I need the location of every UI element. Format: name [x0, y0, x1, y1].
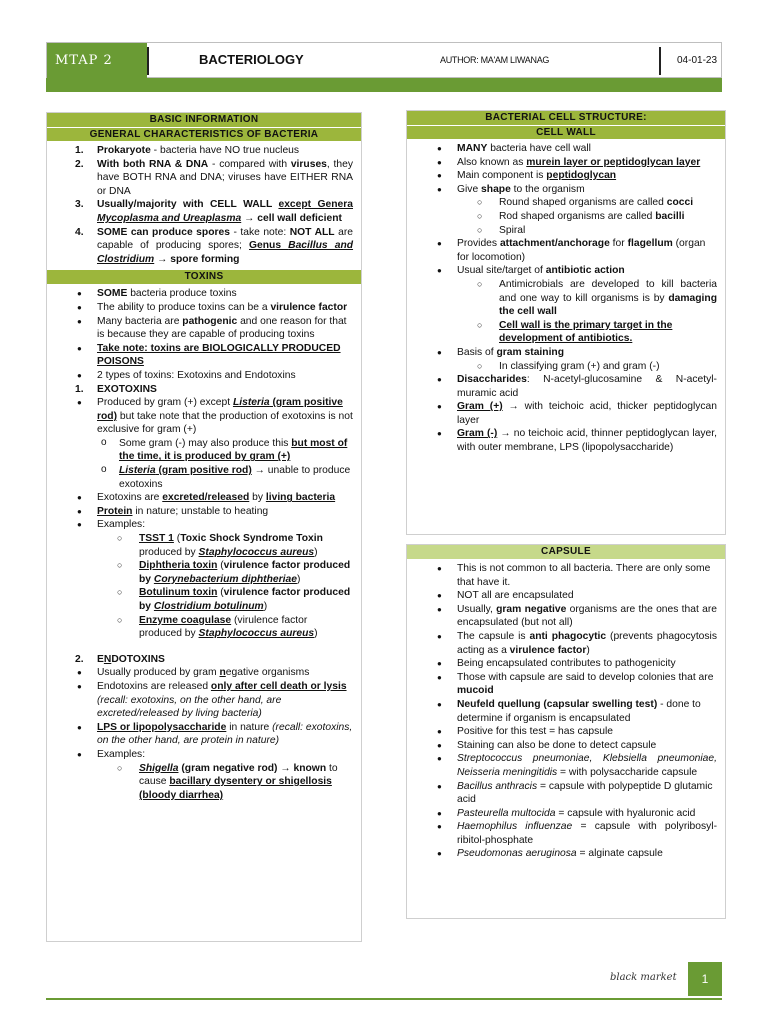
characteristics-list	[55, 144, 353, 266]
page-number: 1	[688, 962, 722, 996]
section-heading: TOXINS	[47, 270, 361, 284]
list-item: ● LPS or lipopolysaccharide in nature (recall: exotoxins, on the other hand, are protein in nature)	[55, 721, 353, 748]
list-item: 2. With both RNA & DNA - compared with viruses, they have BOTH RNA and DNA; viruses have EITHER RNA or DNA	[75, 158, 353, 197]
list-item: ● Streptococcus pneumoniae, Klebsiella pneumoniae, Neisseria meningitidis = with polysaccharide capsule	[415, 752, 717, 779]
section-heading: GENERAL CHARACTERISTICS OF BACTERIA	[47, 127, 361, 141]
section-heading: BASIC INFORMATION	[47, 113, 361, 127]
item-number: 2.	[75, 653, 84, 665]
header-band	[46, 78, 722, 92]
list-item: o Listeria (gram positive rod) → unable to produce exotoxins	[55, 464, 353, 491]
footer-line	[46, 998, 722, 1000]
right-column-top	[406, 110, 726, 535]
list-item: ● The ability to produce toxins can be a virulence factor	[55, 301, 353, 315]
toxins-list	[55, 287, 353, 802]
list-item: ○ Round shaped organisms are called cocci	[415, 196, 717, 210]
section-heading: BACTERIAL CELL STRUCTURE:	[407, 111, 725, 125]
list-item: ● Examples:	[55, 518, 353, 532]
left-column	[46, 112, 362, 942]
list-item: ● Basis of gram staining	[415, 346, 717, 360]
list-item: ● Give shape to the organism	[415, 183, 717, 197]
list-item: ● Many bacteria are pathogenic and one reason for that is because they are capable of producing toxins	[55, 315, 353, 342]
list-item: ○ Cell wall is the primary target in the development of antibiotics.	[415, 319, 717, 346]
list-item: ● Bacillus anthracis = capsule with polypeptide D glutamic acid	[415, 780, 717, 807]
footer-brand: black market	[610, 972, 677, 983]
header-bar	[46, 42, 722, 78]
list-item: ○ Enzyme coagulase (virulence factor produced by Staphylococcus aureus)	[55, 614, 353, 641]
list-item: ● Disaccharides: N-acetyl-glucosamine & N-acetyl-muramic acid	[415, 373, 717, 400]
list-item: ● Pseudomonas aeruginosa = alginate capsule	[415, 847, 717, 861]
list-item: ● Gram (+) → with teichoic acid, thicker peptidoglycan layer	[415, 400, 717, 427]
list-item: ○ Botulinum toxin (virulence factor produced by Clostridium botulinum)	[55, 586, 353, 613]
course-tab: MTAP 2	[47, 43, 147, 79]
list-item: ● Endotoxins are released only after cell death or lysis (recall: exotoxins, on the other hand, are excreted/released by living bacteria)	[55, 680, 353, 721]
list-item	[55, 641, 353, 653]
list-item: ● 2 types of toxins: Exotoxins and Endotoxins	[55, 369, 353, 383]
header-divider	[147, 47, 149, 75]
list-item: ● Haemophilus influenzae = capsule with polyribosyl-ribitol-phosphate	[415, 820, 717, 847]
item-number: 4.	[75, 226, 84, 238]
list-item: 3. Usually/majority with CELL WALL except Genera Mycoplasma and Ureaplasma → cell wall deficient	[75, 199, 353, 224]
list-item: ○ Antimicrobials are developed to kill bacteria and one way to kill organisms is by damaging the cell wall	[415, 278, 717, 319]
list-item: ● Usually produced by gram negative organisms	[55, 666, 353, 680]
list-item: ○ Spiral	[415, 224, 717, 238]
list-item: ● Neufeld quellung (capsular swelling test) - done to determine if organism is encapsulated	[415, 698, 717, 725]
right-column-bottom	[406, 544, 726, 919]
list-item: ○ Shigella (gram negative rod) → known to cause bacillary dysentery or shigellosis (bloody diarrhea)	[55, 762, 353, 803]
list-item: ● Exotoxins are excreted/released by living bacteria	[55, 491, 353, 505]
list-item: ● Examples:	[55, 748, 353, 762]
list-item: ● MANY bacteria have cell wall	[415, 142, 717, 156]
list-item: ● Gram (-) → no teichoic acid, thinner peptidoglycan layer, with outer membrane, LPS (lipopolysaccharide)	[415, 427, 717, 454]
item-number: 2.	[75, 158, 84, 170]
list-item: ● Produced by gram (+) except Listeria (gram positive rod) but take note that the production of exotoxins is not exclusive for gram (+)	[55, 396, 353, 437]
list-item: ● Also known as murein layer or peptidoglycan layer	[415, 156, 717, 170]
section-heading: CELL WALL	[407, 125, 725, 139]
list-item: o Some gram (-) may also produce this but most of the time, it is produced by gram (+)	[55, 437, 353, 464]
list-item: 1. EXOTOXINS	[75, 383, 157, 395]
date-label: 04-01-23	[677, 55, 718, 66]
item-number: 3.	[75, 199, 84, 211]
list-item: ○ TSST 1 (Toxic Shock Syndrome Toxin produced by Staphylococcus aureus)	[55, 532, 353, 559]
list-item: ● Positive for this test = has capsule	[415, 725, 717, 739]
list-item: ○ Diphtheria toxin (virulence factor produced by Corynebacterium diphtheriae)	[55, 559, 353, 586]
list-item: ● Provides attachment/anchorage for flagellum (organ for locomotion)	[415, 237, 717, 264]
author-label: AUTHOR: MA'AM LIWANAG	[440, 55, 550, 65]
list-item: ● Take note: toxins are BIOLOGICALLY PRODUCED POISONS	[55, 342, 353, 369]
list-item: ● Usual site/target of antibiotic action	[415, 264, 717, 278]
list-item: ● This is not common to all bacteria. There are only some that have it.	[415, 562, 717, 589]
list-item: ● Main component is peptidoglycan	[415, 169, 717, 183]
list-item: 4. SOME can produce spores - take note: NOT ALL are capable of producing spores; Genus Bacillus and Clostridium → spore forming	[75, 226, 354, 265]
list-item: ● Usually, gram negative organisms are the ones that are encapsulated (but not all)	[415, 603, 717, 630]
header-divider	[659, 47, 661, 75]
item-number: 1.	[75, 383, 84, 395]
list-item: 1. Prokaryote - bacteria have NO true nucleus	[75, 145, 300, 156]
list-item: ○ In classifying gram (+) and gram (-)	[415, 360, 717, 374]
cell-wall-list	[415, 142, 717, 455]
list-item: ● Staining can also be done to detect capsule	[415, 739, 717, 753]
list-item: ○ Rod shaped organisms are called bacilli	[415, 210, 717, 224]
list-item: ● Protein in nature; unstable to heating	[55, 505, 353, 519]
list-item: ● SOME bacteria produce toxins	[55, 287, 353, 301]
item-number: 1.	[75, 145, 84, 156]
capsule-list	[415, 562, 717, 861]
page-title: BACTERIOLOGY	[199, 52, 304, 67]
list-item: ● Those with capsule are said to develop colonies that are mucoid	[415, 671, 717, 698]
list-item: ● NOT all are encapsulated	[415, 589, 717, 603]
list-item: ● The capsule is anti phagocytic (prevents phagocytosis acting as a virulence factor)	[415, 630, 717, 657]
list-item: 2. ENDOTOXINS	[75, 653, 165, 665]
list-item: ● Being encapsulated contributes to pathogenicity	[415, 657, 717, 671]
list-item: ● Pasteurella multocida = capsule with hyaluronic acid	[415, 807, 717, 821]
section-heading: CAPSULE	[407, 545, 725, 559]
